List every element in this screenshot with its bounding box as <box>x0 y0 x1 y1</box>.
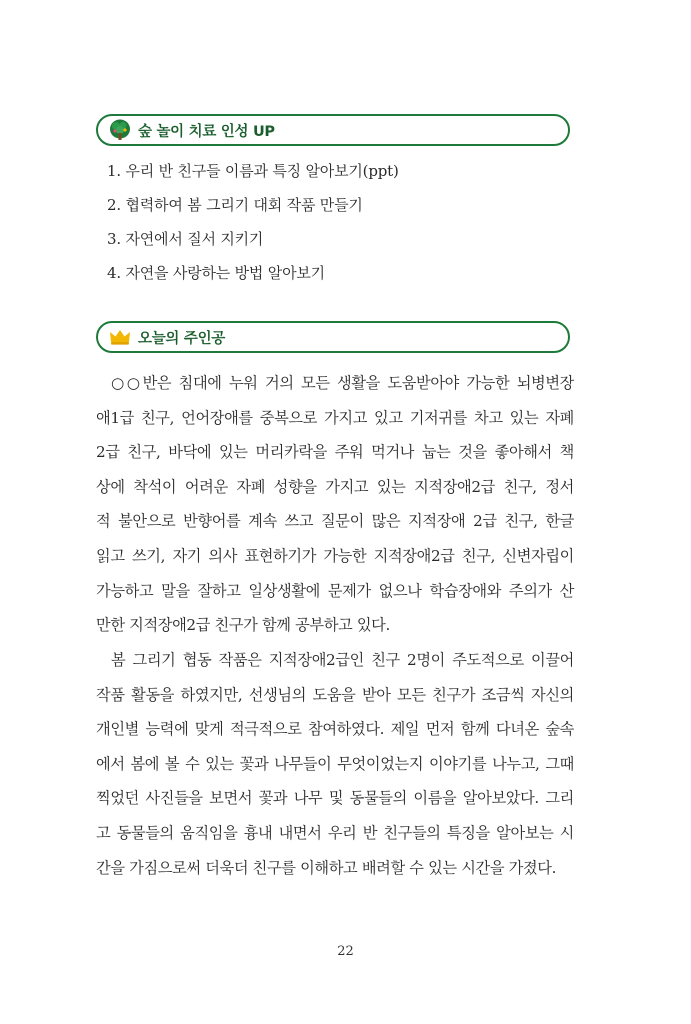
text-line: 간을 가짐으로써 더욱더 친구를 이해하고 배려할 수 있는 시간을 가졌다. <box>96 858 557 877</box>
text-line: 에서 봄에 볼 수 있는 꽃과 나무들이 무엇이었는지 이야기를 나누고, 그때 <box>96 754 574 773</box>
text-line: 적 불안으로 반향어를 계속 쓰고 질문이 많은 지적장애 2급 친구, 한글 <box>96 512 574 531</box>
text-line: 만한 지적장애2급 친구가 함께 공부하고 있다. <box>96 616 390 635</box>
list-item: 1. 우리 반 친구들 이름과 특징 알아보기(ppt) <box>107 162 399 180</box>
section-title: 오늘의 주인공 <box>138 330 225 347</box>
list-item: 3. 자연에서 질서 지키기 <box>107 230 264 248</box>
text-line: 상에 착석이 어려운 자폐 성향을 가지고 있는 지적장애2급 친구, 정서 <box>96 477 574 496</box>
activity-list <box>107 154 399 290</box>
paragraph-drawing-activity <box>96 643 574 885</box>
paragraph-class-intro <box>96 366 574 643</box>
text-line: 개인별 능력에 맞게 적극적으로 참여하였다. 제일 먼저 함께 다녀온 숲속 <box>96 720 574 739</box>
tree-icon <box>108 118 132 142</box>
section-header-protagonist <box>96 321 570 353</box>
list-item: 2. 협력하여 봄 그리기 대회 작품 만들기 <box>107 196 363 214</box>
text-line: 애1급 친구, 언어장애를 중복으로 가지고 있고 기저귀를 차고 있는 자폐 <box>96 408 574 427</box>
text-line: ○○반은 침대에 누워 거의 모든 생활을 도움받아야 가능한 뇌병변장 <box>111 374 574 392</box>
section-header-forest-play <box>96 114 570 146</box>
text-line: 봄 그리기 협동 작품은 지적장애2급인 친구 2명이 주도적으로 이끌어 <box>111 651 574 669</box>
text-line: 작품 활동을 하였지만, 선생님의 도움을 받아 모든 친구가 조금씩 자신의 <box>96 685 574 704</box>
text-line: 2급 친구, 바닥에 있는 머리카락을 주워 먹거나 눕는 것을 좋아해서 책 <box>96 443 574 462</box>
text-line: 읽고 쓰기, 자기 의사 표현하기가 가능한 지적장애2급 친구, 신변자립이 <box>96 546 574 565</box>
list-item: 4. 자연을 사랑하는 방법 알아보기 <box>107 264 325 282</box>
text-line: 가능하고 말을 잘하고 일상생활에 문제가 없으나 학습장애와 주의가 산 <box>96 581 574 600</box>
section-title: 숲 놀이 치료 인성 UP <box>138 123 275 140</box>
page-number: 22 <box>337 944 354 959</box>
text-line: 고 동물들의 움직임을 흉내 내면서 우리 반 친구들의 특징을 알아보는 시 <box>96 823 574 842</box>
text-line: 찍었던 사진들을 보면서 꽃과 나무 및 동물들의 이름을 알아보았다. 그리 <box>96 789 574 808</box>
crown-icon <box>108 325 132 349</box>
